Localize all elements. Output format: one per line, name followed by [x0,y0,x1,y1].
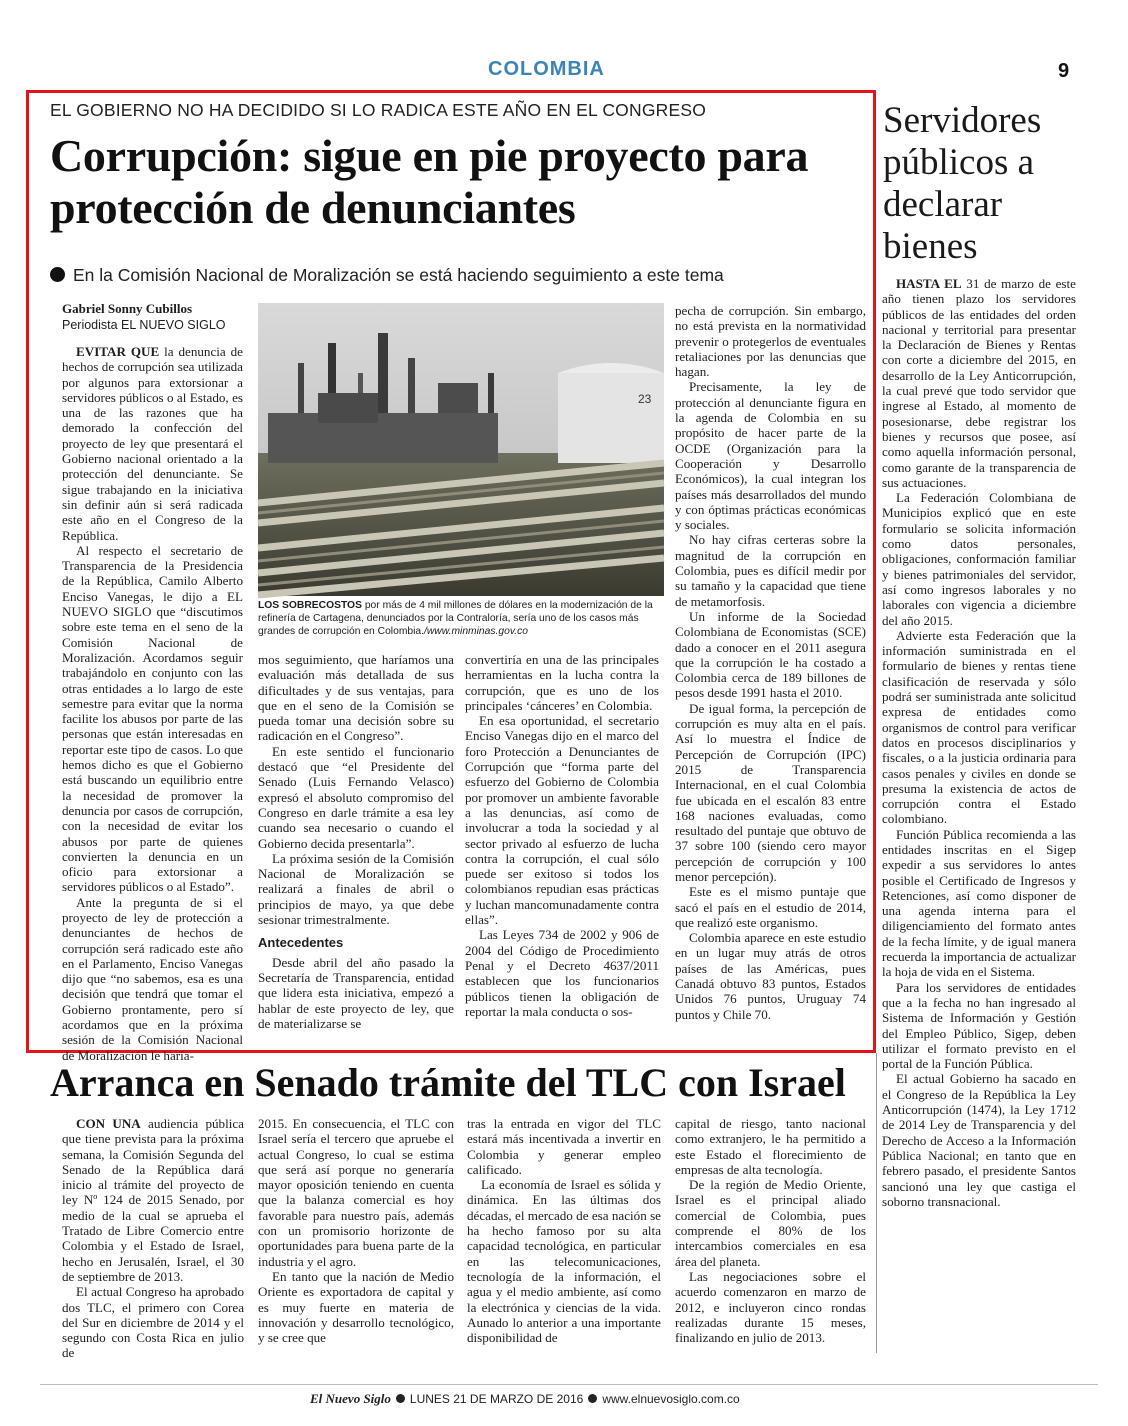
caption-lead: LOS SOBRECOSTOS [258,600,362,611]
paragraph: La Federación Colombiana de Municipios explicó que en este formulario se solicita información como datos personales, obligaciones, conformación familiar y bienes patrimoniales del servidor, así como ingresos laborales y no laborales con vigencia a diciembre del año 2015. [882,490,1076,628]
tlc-column-3 [467,1116,661,1356]
deck [50,265,724,286]
svg-text:23: 23 [638,392,652,406]
sidebar-headline: Servidores públicos a declarar bienes [883,100,1042,267]
byline [62,300,226,334]
bullet-icon [396,1394,405,1403]
paragraph: La economía de Israel es sólida y dinámica. En las últimas dos décadas, el mercado de esa nación se ha hecho famoso por su alta capacidad tecnológica, en particular en las telecomunicaciones, tecnología de la información, el agua y el medio ambiente, así como la electrónica y ciencias de la vida. Aunado lo anterior a una importante disponibilidad de [467,1177,661,1346]
footer-date: LUNES 21 DE MARZO DE 2016 [409,1392,584,1406]
footer-url[interactable]: www.elnuevosiglo.com.co [602,1392,740,1406]
paragraph: Al respecto el secretario de Transparencia de la Presidencia de la República, Camilo Alberto Enciso Vanegas, le dijo a EL NUEVO SIGLO que “discutimos sobre este tema en el seno de la Comisión Nacional de Moralización. Acordamos seguir trabajándolo en conjunto con las otras entidades a lo largo de este semestre para evitar que la norma facilite los abusos por parte de las personas que están interesadas en reportar este tipo de casos. Lo que hemos dicho es que el Gobierno está buscando un equilibrio entre la necesidad de promover la denuncia por casos de corrupción, con la necesidad de evitar los abusos por parte de quienes convierten la denuncia en un oficio para extorsionar a servidores públicos o al Estado”. [62,542,243,895]
paragraph: La próxima sesión de la Comisión Nacional de Moralización se realizará a finales de abril o principios de mayo, ya que debe sesionar trimestralmente. [258,850,454,928]
section-label: COLOMBIA [488,58,605,80]
paragraph: capital de riesgo, tanto nacional como extranjero, le ha permitido a este Estado el florecimiento de empresas de alta tecnología. [675,1116,866,1177]
lead-in: EVITAR QUE [76,344,160,359]
paragraph: la denuncia de hechos de corrupción sea utilizada por algunos para extorsionar a servidores públicos o al Estado, es una de las razones que ha demorado la confección del proyecto de ley que presentará el Gobierno nacional orientado a la protección del denunciante. Se sigue trabajando en la iniciativa sin definir aún si será radicada este año en el Congreso de la República. [62,344,243,543]
paragraph: 2015. En consecuencia, el TLC con Israel sería el tercero que apruebe el actual Congreso, lo cual se estima que será así porque no generaría mayor oposición teniendo en cuenta que la balanza comercial es hoy favorable para nuestro país, además con un promisorio horizonte de oportunidades para buena parte de la industria y el agro. [258,1116,454,1269]
article-column-1 [62,344,243,1063]
deck-text: En la Comisión Nacional de Moralización se está haciendo seguimiento a este tema [73,265,724,285]
paragraph: Precisamente, la ley de protección al denunciante figura en la agenda de Colombia en su propósito de hacer parte de la OCDE (Organización para la Cooperación y Desarrollo Económicos), la cual integran los países más desarrollados del mundo y con óptimas prácticas económicas y sociales. [675,379,866,533]
sidebar-column [882,276,1076,1356]
bullet-icon [50,267,65,282]
article-column-2 [258,652,454,1044]
paragraph: Las negociaciones sobre el acuerdo comenzaron en marzo de 2012, e incluyeron cinco rondas realizadas durante 15 meses, finalizando en julio de 2013. [675,1268,866,1346]
paragraph: De la región de Medio Oriente, Israel es el principal aliado comercial de Colombia, pues comprende el 80% de los intercambios comerciales en esa área del planeta. [675,1177,866,1269]
tlc-column-1 [62,1116,244,1361]
tlc-lead-in: CON UNA [76,1116,141,1131]
tlc-column-4 [675,1116,866,1356]
footer [310,1391,740,1407]
caption-credit: /www.minminas.gov.co [424,625,528,637]
column-divider [876,1053,877,1353]
page-number: 9 [1058,60,1070,82]
second-headline: Arranca en Senado trámite del TLC con Israel [50,1060,846,1105]
paragraph: audiencia pública que tiene prevista para la próxima semana, la Comisión Segunda del Senado de la República dará inicio al trámite del proyecto de ley Nº 124 de 2015 Senado, por medio de la cual se aprueba el Tratado de Libre Comercio entre Colombia y el Estado de Israel, hecho en Jerusalén, Israel, el 30 de septiembre de 2013. [62,1116,244,1284]
paragraph: Las Leyes 734 de 2002 y 906 de 2004 del Código de Procedimiento Penal y el Decreto 4637/2011 establecen que los funcionarios públicos tienen la obligación de reportar la mala conducta o sos- [465,927,659,1019]
paragraph: Desde abril del año pasado la Secretaría de Transparencia, entidad que lidera esta iniciativa, empezó a hablar de este proyecto de ley, que de materializarse se [258,954,454,1031]
paragraph: tras la entrada en vigor del TLC estará más incentivada a invertir en Colombia y generar empleo calificado. [467,1116,661,1177]
paragraph: Advierte esta Federación que la información suministrada en el formulario de bienes y rentas tiene clasificación de reservada y sólo podrá ser suministrada ante solicitud expresa de entidades como organismos de control para verificar datos en procesos disciplinarios y fiscales, o a la justicia ordinaria para casos penales y civiles en donde se presuma la existencia de actos de corrupción contra el Estado colombiano. [882,627,1076,827]
photo-caption [258,600,664,638]
paragraph: No hay cifras certeras sobre la magnitud de la corrupción en Colombia, pues es difícil medir por su tamaño y la capacidad que tiene de metamorfosis. [675,532,866,609]
paragraph: De igual forma, la percepción de corrupción es muy alta en el país. Así lo muestra el Índice de Percepción de Corrupción (IPC) 2015 de Transparencia Internacional, en el cual Colombia fue ubicada en el escalón 83 entre 168 naciones evaluadas, como resultado del puntaje que obtuvo de 37 sobre 100 (siendo cero mayor percepción de corrupción y 100 menor percepción). [675,700,866,884]
tlc-column-2 [258,1116,454,1356]
paragraph: 31 de marzo de este año tienen plazo los servidores públicos de las entidades del orden nacional y territorial para presentar la Declaración de Bienes y Rentas con corte a diciembre del 2015, en desarrollo de la Ley Anticorrupción, la cual prevé que todo servidor que ingrese al Estado, al momento de posesionarse, debe registrar los bienes y recursos que posee, así como aquella información personal, como garante de la transparencia de sus actuaciones. [882,276,1076,490]
article-column-4 [675,303,866,1044]
paragraph: El actual Gobierno ha sacado en el Congreso de la República la Ley Anticorrupción (1474), la Ley 1712 de 2014 Ley de Transparencia y del Derecho de Acceso a la Información Pública Nacional; en tanto que en febrero pasado, el presidente Santos sancionó una ley que castiga el soborno transnacional. [882,1071,1076,1209]
kicker: EL GOBIERNO NO HA DECIDIDO SI LO RADICA ESTE AÑO EN EL CONGRESO [50,100,707,120]
paragraph: En esa oportunidad, el secretario Enciso Vanegas dijo en el marco del foro Protección a Denunciantes de Corrupción que “forma parte del esfuerzo del Gobierno de Colombia por promover un ambiente favorable a las denuncias, así como de involucrar a toda la sociedad y al sector privado al esfuerzo de lucha contra la corrupción, el cual sólo puede ser exitoso si todos los colombianos repudian esas prácticas y luchan mancomunadamente contra ellas”. [465,713,659,928]
paragraph: Ante la pregunta de si el proyecto de ley de protección a denunciantes de hechos de corrupción será radicado este año en el Parlamento, Enciso Vanegas dijo que “no sabemos, esa es una decisión que tendrá que tomar el Gobierno prontamente, pero sí acordamos que en la próxima sesión de la Comisión Nacional de Moralización le haría- [62,894,243,1063]
paragraph: Función Pública recomienda a las entidades inscritas en el Sigep expedir a sus servidores lo antes posible el Certificado de Ingresos y Retenciones, así como disponer de una agenda interna para el diligenciamiento del formato antes de la fecha límite, y de igual manera recuerda la importancia de actualizar la hoja de vida en el Sistema. [882,826,1076,980]
sidebar-lead-in: HASTA EL [896,276,962,291]
bullet-icon [588,1394,597,1403]
author-role: Periodista EL NUEVO SIGLO [62,318,226,332]
author-name: Gabriel Sonny Cubillos [62,301,193,316]
article-column-3 [465,652,659,1044]
subheading: Antecedentes [258,935,344,951]
paragraph: convertiría en una de las principales herramientas en la lucha contra la corrupción, que es uno de los principales ‘cánceres’ en Colombia. [465,652,659,713]
paragraph: Un informe de la Sociedad Colombiana de Economistas (SCE) dado a conocer en el 2011 asegura que la corrupción le ha costado a Colombia cerca de 189 billones de pesos desde 1991 hasta el 2010. [675,608,866,701]
paper-logo: El Nuevo Siglo [310,1391,391,1406]
caption-text: por más de 4 mil millones de dólares en la modernización de la refinería de Cartagena, denunciados por la Contraloría, sería uno de los casos más grandes de corrupción en Colombia. [258,600,653,637]
paragraph: En tanto que la nación de Medio Oriente es exportadora de capital y es muy fuerte en materia de innovación y desarrollo tecnológico, y se cree que [258,1268,454,1346]
paragraph: mos seguimiento, que haríamos una evaluación más detallada de sus dificultades y de sus ventajas, para que en el seno de la Comisión se pueda tomar una decisión sobre su radicación en el Congreso”. [258,652,454,744]
main-headline: Corrupción: sigue en pie proyecto para protección de denunciantes [50,130,809,233]
paragraph: Colombia aparece en este estudio en un lugar muy atrás de otros países de las Américas, pues Canadá obtuvo 83 puntos, Estados Unidos 76 puntos, Uruguay 74 puntos y Chile 70. [675,930,866,1022]
paragraph: Para los servidores de entidades que a la fecha no han ingresado al Sistema de Información y Gestión del Empleo Público, Sigep, deben utilizar el formato previsto en el portal de la Función Pública. [882,979,1076,1072]
refinery-photo [258,303,664,596]
paragraph: El actual Congreso ha aprobado dos TLC, el primero con Corea del Sur en diciembre de 2014 y el segundo con Costa Rica en julio de [62,1284,244,1361]
footer-rule [40,1384,1098,1385]
paragraph: pecha de corrupción. Sin embargo, no está prevista en la normatividad prevenir o protegerlos de eventuales retaliaciones por las denuncias que hagan. [675,303,866,380]
paragraph: Este es el mismo puntaje que sacó el país en el estudio de 2014, que realizó este organismo. [675,884,866,930]
paragraph: En este sentido el funcionario destacó que “el Presidente del Senado (Luis Fernando Velasco) expresó el absoluto compromiso del Congreso en darle trámite a esa ley cuando sea necesario o cuando el Gobierno decida presentarla”. [258,743,454,851]
